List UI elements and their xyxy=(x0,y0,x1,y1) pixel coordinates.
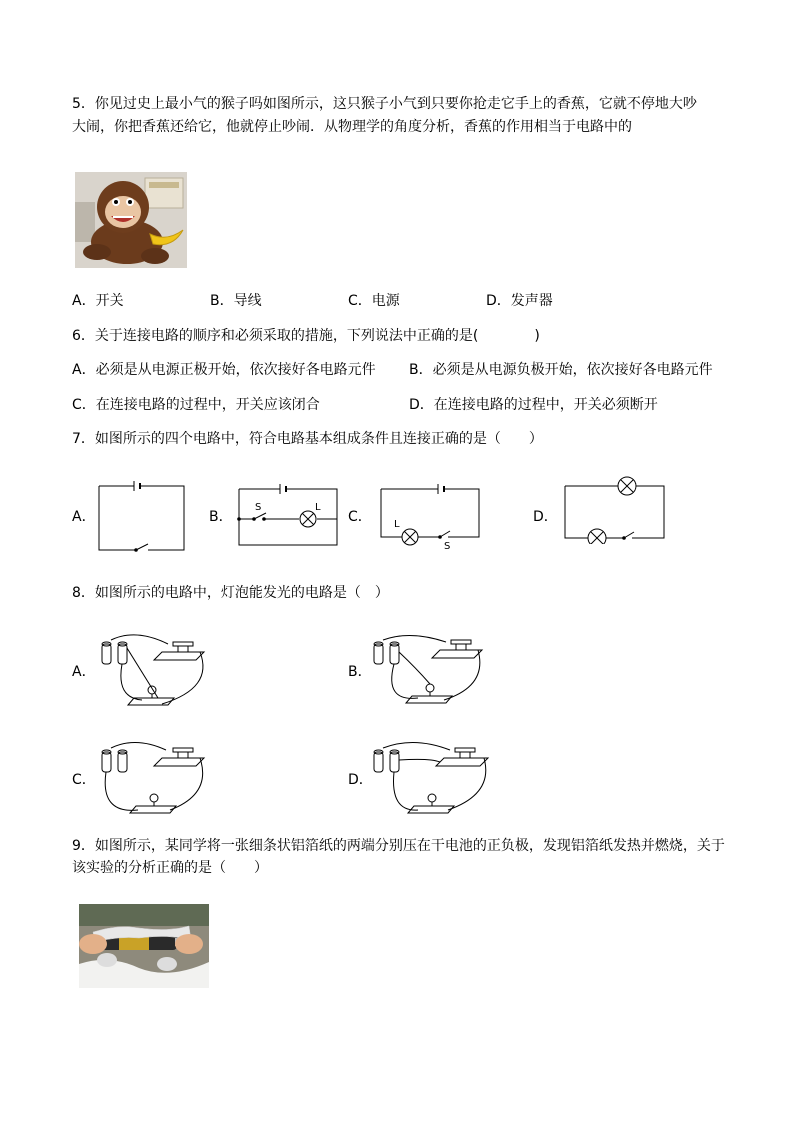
q9-stem-line1: 9．如图所示，某同学将一张细条状铝箔纸的两端分别压在干电池的正负极，发现铝箔纸发热并燃烧，关于 xyxy=(72,838,725,854)
switch-label: S xyxy=(444,541,451,551)
q8-label-d[interactable]: D． xyxy=(348,772,373,788)
q5-option-d[interactable]: D．发声器 xyxy=(486,293,553,309)
q6-stem: 6．关于连接电路的顺序和必须采取的措施，下列说法中正确的是( ) xyxy=(72,328,540,344)
q5-stem-line2: 大闹，你把香蕉还给它，他就停止吵闹．从物理学的角度分析，香蕉的作用相当于电路中的 xyxy=(72,119,632,135)
q6-option-c[interactable]: C．在连接电路的过程中，开关应该闭合 xyxy=(72,397,320,413)
monkey-toy-photo xyxy=(75,172,187,268)
q8-label-b[interactable]: B． xyxy=(348,664,372,680)
q8-circuit-a xyxy=(96,628,212,712)
q5-stem-line1: 5．你见过史上最小气的猴子吗如图所示，这只猴子小气到只要你抢走它手上的香蕉，它就不停地大吵 xyxy=(72,96,697,112)
q7-circuit-b xyxy=(234,481,342,551)
q7-label-c[interactable]: C． xyxy=(348,509,372,525)
switch-label: S xyxy=(255,502,262,513)
lamp-label: L xyxy=(315,502,321,513)
q7-label-b[interactable]: B． xyxy=(209,509,233,525)
q6-option-a[interactable]: A．必须是从电源正极开始，依次接好各电路元件 xyxy=(72,362,376,378)
q7-label-d[interactable]: D． xyxy=(533,509,558,525)
q8-label-a[interactable]: A． xyxy=(72,664,96,680)
q6-option-b[interactable]: B．必须是从电源负极开始，依次接好各电路元件 xyxy=(409,362,713,378)
q8-circuit-b xyxy=(370,628,486,712)
lamp-label: L xyxy=(394,519,400,530)
q6-option-d[interactable]: D．在连接电路的过程中，开关必须断开 xyxy=(409,397,658,413)
q7-circuit-a xyxy=(96,478,188,554)
q9-stem-line2: 该实验的分析正确的是（ ） xyxy=(72,860,268,876)
q5-option-a[interactable]: A．开关 xyxy=(72,293,124,309)
q7-circuit-d xyxy=(562,474,668,544)
q8-stem: 8．如图所示的电路中，灯泡能发光的电路是（ ） xyxy=(72,585,389,601)
q5-option-b[interactable]: B．导线 xyxy=(210,293,262,309)
q7-circuit-c xyxy=(376,481,484,551)
q5-option-c[interactable]: C．电源 xyxy=(348,293,400,309)
q8-label-c[interactable]: C． xyxy=(72,772,96,788)
q8-circuit-d xyxy=(370,738,494,822)
foil-battery-photo xyxy=(79,904,209,988)
q8-circuit-c xyxy=(96,738,212,822)
q7-stem: 7．如图所示的四个电路中，符合电路基本组成条件且连接正确的是（ ） xyxy=(72,431,543,447)
q7-label-a[interactable]: A． xyxy=(72,509,96,525)
